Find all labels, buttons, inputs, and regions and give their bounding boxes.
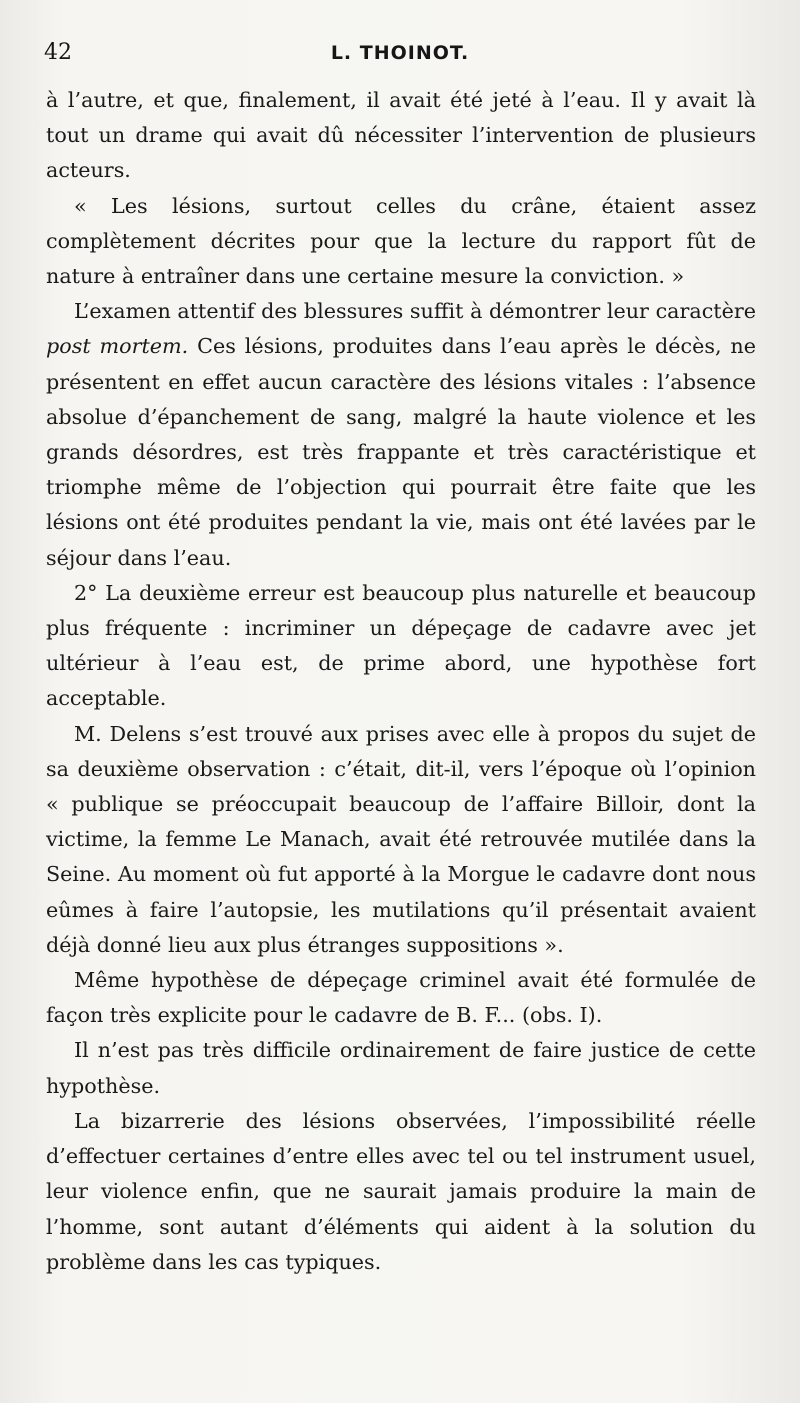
paragraph-post-mortem (46, 294, 756, 576)
paragraph-bizarrerie: La bizarrerie des lésions observées, l’impossibilité réelle d’effectuer certaines d’entre elles avec tel ou tel instrument usuel, leur violence enfin, que ne saurait jamais produire la main de l’homme, sont autant d’éléments qui aident à la solution du problème dans les cas typiques. (46, 1108, 756, 1274)
paragraph-post-mortem-before: L’examen attentif des blessures suffit à démontrer leur caractère (74, 299, 756, 324)
paragraph-delens: M. Delens s’est trouvé aux prises avec elle à propos du sujet de sa deuxième observation : c’était, dit-il, vers l’époque où l’opinion « publique se préoccupait beaucoup de l’affaire Billoir, dont la victime, la femme Le Manach, avait été retrouvée mutilée dans la Seine. Au moment où fut apporté à la Morgue le cadavre dont nous eûmes à faire l’autopsie, les mutilations qu’il présentait avaient déjà donné lieu aux plus étranges suppositions ». (46, 721, 756, 957)
post-mortem-italic: post mortem. (46, 334, 189, 359)
paragraph-continuation: à l’autre, et que, finalement, il avait été jeté à l’eau. Il y avait là tout un drame qui avait dû nécessiter l’intervention de plusieurs acteurs. (46, 88, 756, 183)
paragraph-post-mortem-after: Ces lésions, produites dans l’eau après le décès, ne présentent en effet aucun caractère des lésions vitales : l’absence absolue d’épanchement de sang, malgré la haute violence et les grands désordres, est très frappante et très caractéristique et triomphe même de l’objection qui pourrait être faite que les lésions ont été produites pendant la vie, mais ont été lavées par le séjour dans l’eau. (46, 334, 756, 570)
paragraph-same-hypothesis: Même hypothèse de dépeçage criminel avait été formulée de façon très explicite pour le cadavre de B. F... (obs. I). (46, 968, 756, 1028)
paragraph-quote-lesions: « Les lésions, surtout celles du crâne, étaient assez complètement décrites pour que la lecture du rapport fût de nature à entraîner dans une certaine mesure la conviction. » (46, 193, 756, 289)
page-number: 42 (44, 40, 72, 65)
running-head: L. THOINOT. (330, 42, 470, 64)
body-text (46, 83, 756, 1280)
page-header (44, 40, 756, 76)
paragraph-second-error: 2° La deuxième erreur est beaucoup plus naturelle et beaucoup plus fréquente : incriminer un dépeçage de cadavre avec jet ultérieur à l’eau est, de prime abord, une hypothèse fort acceptable. (46, 580, 756, 711)
paragraph-justice: Il n’est pas très difficile ordinairement de faire justice de cette hypothèse. (46, 1038, 756, 1098)
